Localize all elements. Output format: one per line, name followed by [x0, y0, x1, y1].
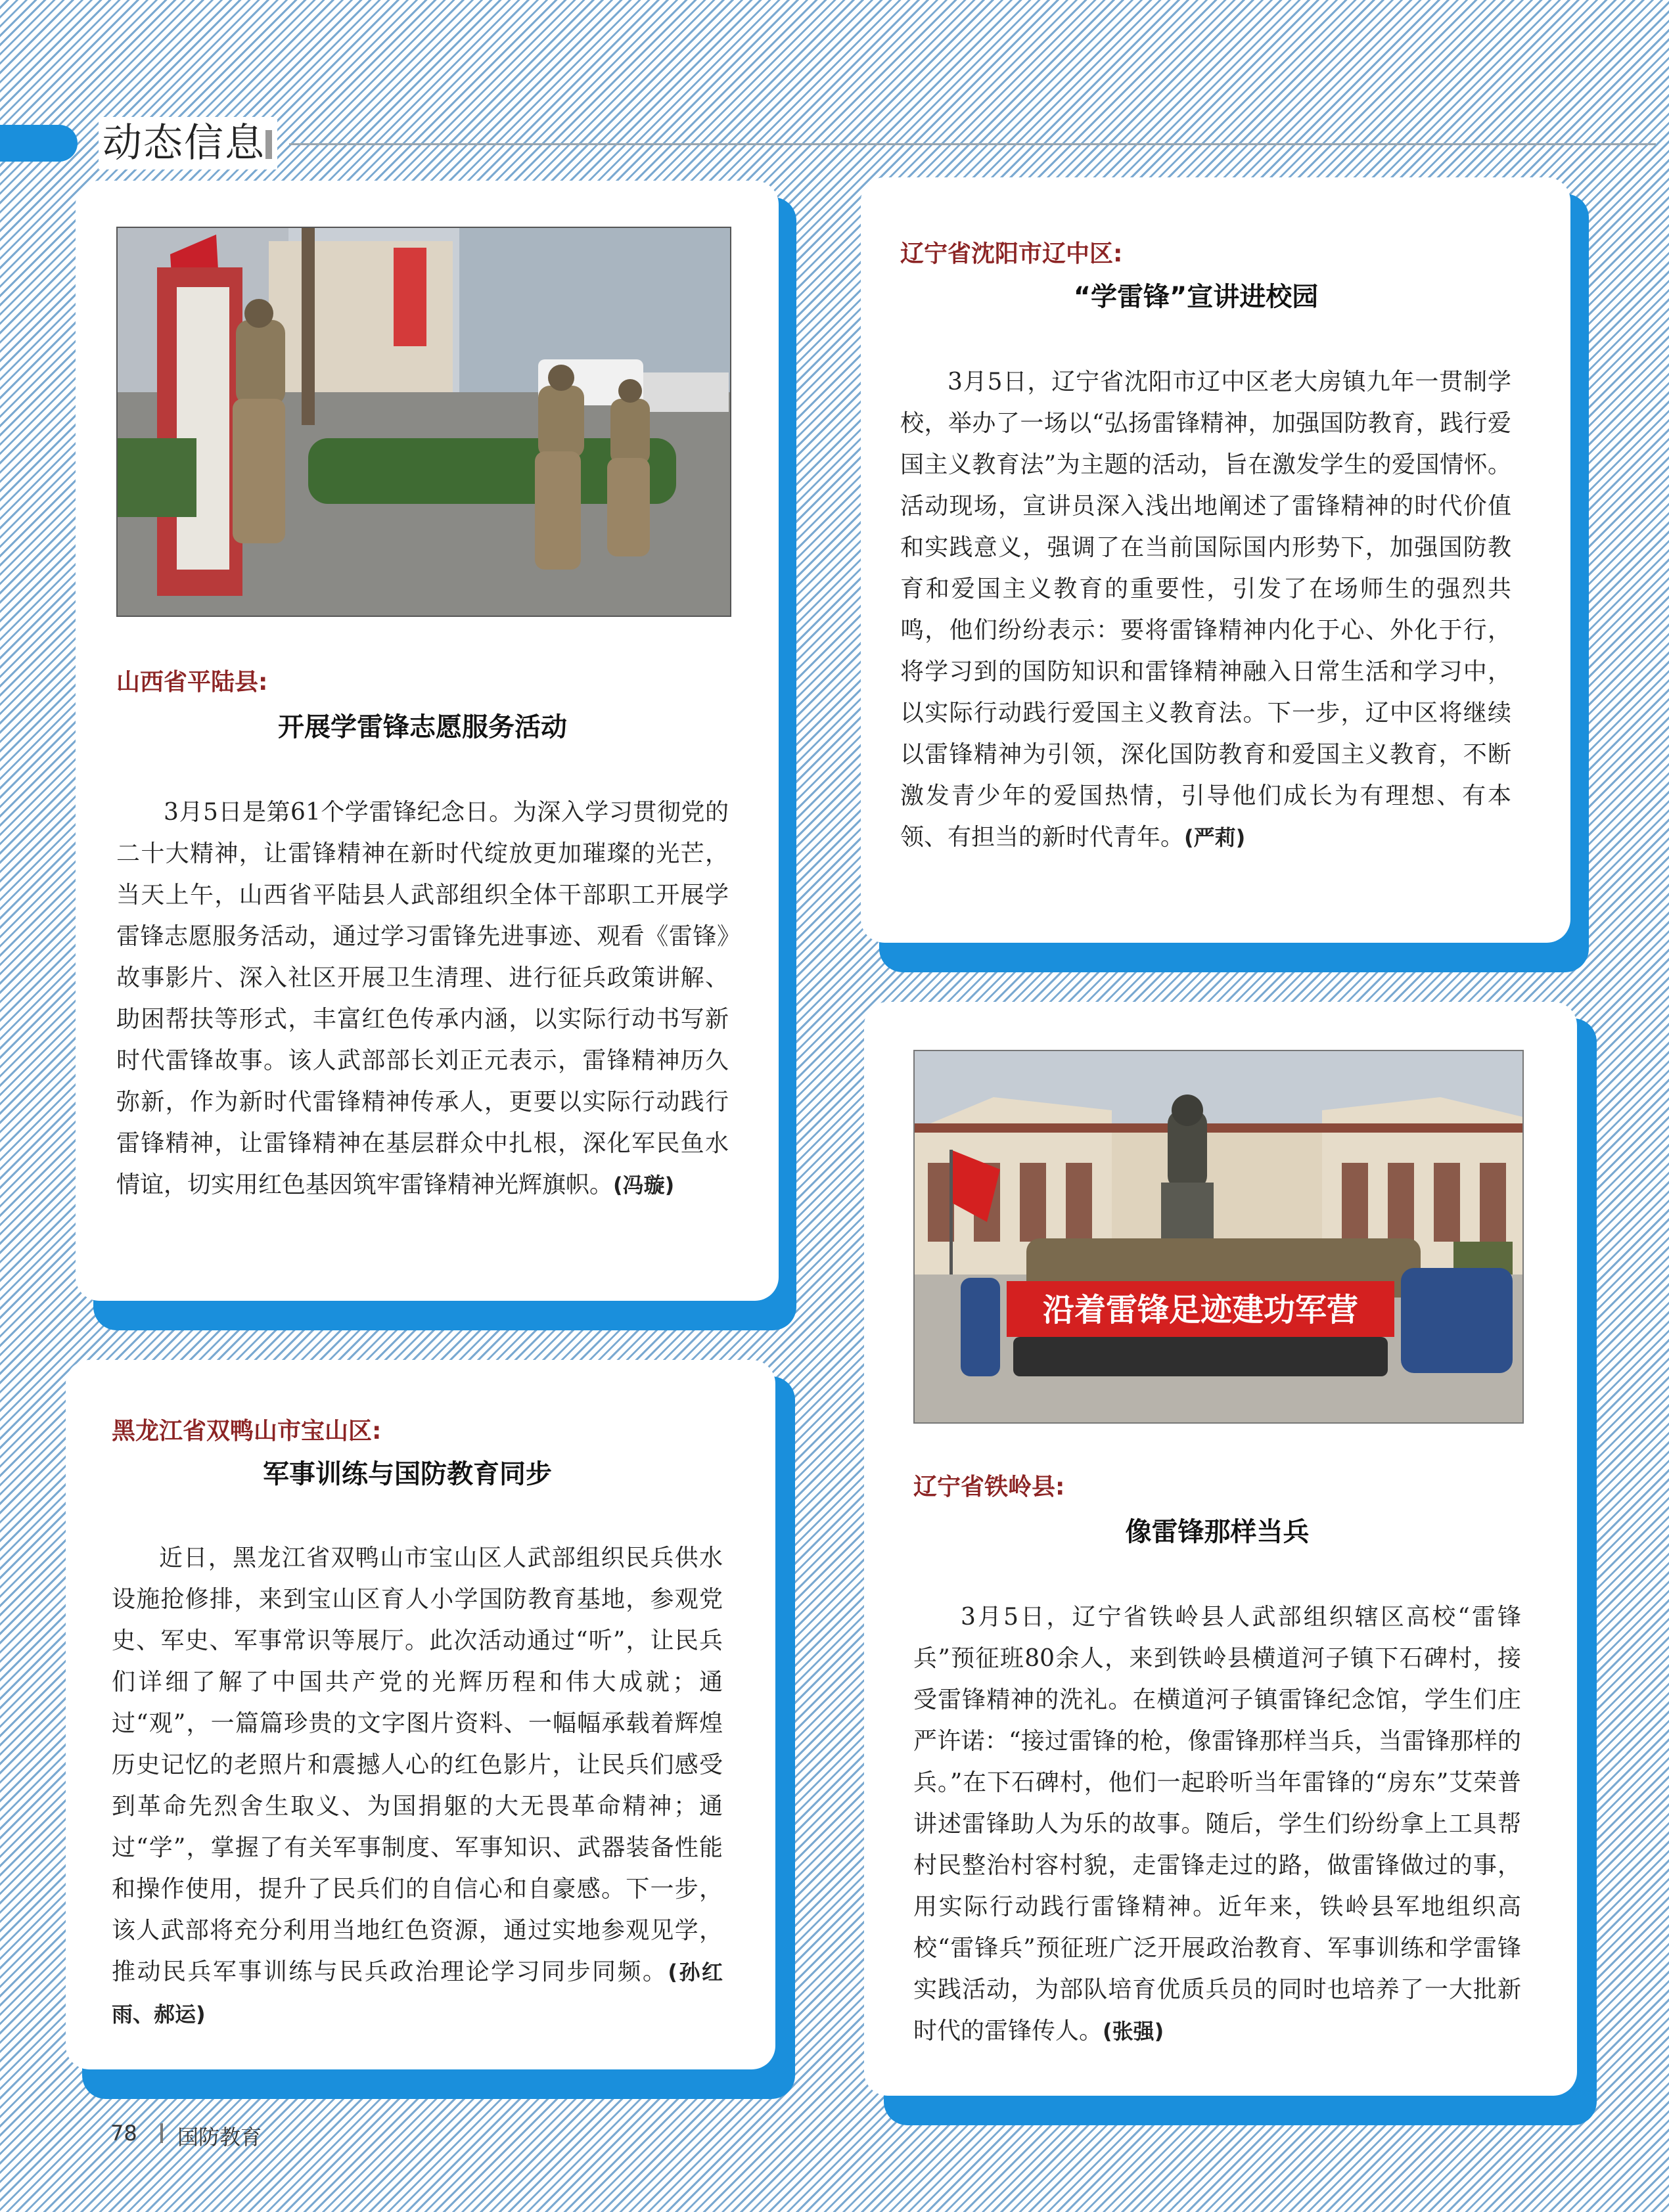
- section-title: 动态信息: [99, 117, 277, 169]
- article-body: [112, 1537, 723, 2035]
- article-author: (孙红雨、郝运): [112, 1960, 723, 2027]
- banner-text: 沿着雷锋足迹建功军营: [1042, 1292, 1359, 1328]
- article-body: [900, 361, 1511, 859]
- article-headline: 军事训练与国防教育同步: [263, 1459, 552, 1489]
- article-body-text: 3月5日，辽宁省铁岭县人武部组织辖区高校“雷锋兵”预征班80余人，来到铁岭县横道河子镇下石碑村，接受雷锋精神的洗礼。在横道河子镇雷锋纪念馆，学生们庄严许诺：“接过雷锋的枪，像雷锋那样当兵，当雷锋那样的兵。”在下石碑村，他们一起聆听当年雷锋的“房东”艾荣普讲述雷锋助人为乐的故事。随后，学生们纷纷拿上工具帮村民整治村容村貌，走雷锋走过的路，做雷锋做过的事，用实际行动践行雷锋精神。近年来，铁岭县军地组织高校“雷锋兵”预征班广泛开展政治教育、军事训练和学雷锋实践活动，为部队培育优质兵员的同时也培养了一大批新时代的雷锋传人。: [913, 1604, 1521, 2044]
- article-photo-group: [913, 1050, 1524, 1424]
- article-card-liaozhong: [861, 177, 1570, 943]
- footer-divider: [160, 2123, 163, 2143]
- article-card-shanxi: [76, 181, 779, 1301]
- article-body-text: 3月5日是第61个学雷锋纪念日。为深入学习贯彻党的二十大精神，让雷锋精神在新时代绽放更加璀璨的光芒，当天上午，山西省平陆县人武部组织全体干部职工开展学雷锋志愿服务活动，通过学习雷锋先进事迹、观看《雷锋》故事影片、深入社区开展卫生清理、进行征兵政策讲解、助困帮扶等形式，丰富红色传承内涵，以实际行动书写新时代雷锋故事。该人武部部长刘正元表示，雷锋精神历久弥新，作为新时代雷锋精神传承人，更要以实际行动践行雷锋精神，让雷锋精神在基层群众中扎根，深化军民鱼水情谊，切实用红色基因筑牢雷锋精神光辉旗帜。: [116, 799, 729, 1198]
- header-rule: [289, 143, 1656, 145]
- article-author: (张强): [1103, 2019, 1164, 2044]
- article-headline: 开展学雷锋志愿服务活动: [278, 712, 567, 742]
- region-label: 黑龙江省双鸭山市宝山区:: [112, 1418, 382, 1445]
- page-number: 78: [110, 2121, 137, 2146]
- article-card-heilongjiang: [66, 1360, 775, 2069]
- article-body: [913, 1596, 1521, 2052]
- article-body-text: 近日，黑龙江省双鸭山市宝山区人武部组织民兵供水设施抢修排，来到宝山区育人小学国防教育基地，参观党史、军史、军事常识等展厅。此次活动通过“听”，让民兵们详细了解了中国共产党的光辉历程和伟大成就；通过“观”，一篇篇珍贵的文字图片资料、一幅幅承载着辉煌历史记忆的老照片和震撼人心的红色影片，让民兵们感受到革命先烈舍生取义、为国捐躯的大无畏革命精神；通过“学”，掌握了有关军事制度、军事知识、武器装备性能和操作使用，提升了民兵们的自信心和自豪感。下一步，该人武部将充分利用当地红色资源，通过实地参观见学，推动民兵军事训练与民兵政治理论学习同步同频。: [112, 1545, 723, 1985]
- article-headline: 像雷锋那样当兵: [1125, 1517, 1310, 1547]
- title-divider: [265, 130, 272, 159]
- article-card-tieling: [864, 1002, 1577, 2096]
- region-label: 辽宁省铁岭县:: [913, 1474, 1065, 1501]
- article-body: [116, 792, 729, 1206]
- article-body-text: 3月5日，辽宁省沈阳市辽中区老大房镇九年一贯制学校，举办了一场以“弘扬雷锋精神，加强国防教育，践行爱国主义教育法”为主题的活动，旨在激发学生的爱国情怀。活动现场，宣讲员深入浅出地阐述了雷锋精神的时代价值和实践意义，强调了在当前国际国内形势下，加强国防教育和爱国主义教育的重要性，引发了在场师生的强烈共鸣，他们纷纷表示：要将雷锋精神内化于心、外化于行，将学习到的国防知识和雷锋精神融入日常生活和学习中，以实际行动践行爱国主义教育法。下一步，辽中区将继续以雷锋精神为引领，深化国防教育和爱国主义教育，不断激发青少年的爱国热情，引导他们成长为有理想、有本领、有担当的新时代青年。: [900, 369, 1511, 851]
- region-label: 山西省平陆县:: [116, 669, 268, 696]
- article-photo-volunteers: [116, 227, 731, 617]
- article-author: (严莉): [1184, 825, 1246, 850]
- article-author: (冯璇): [613, 1173, 675, 1198]
- article-headline: “学雷锋”宣讲进校园: [1073, 282, 1319, 312]
- region-label: 辽宁省沈阳市辽中区:: [900, 240, 1123, 267]
- header-tab-decoration: [0, 125, 78, 162]
- magazine-name: 国防教育: [177, 2125, 262, 2150]
